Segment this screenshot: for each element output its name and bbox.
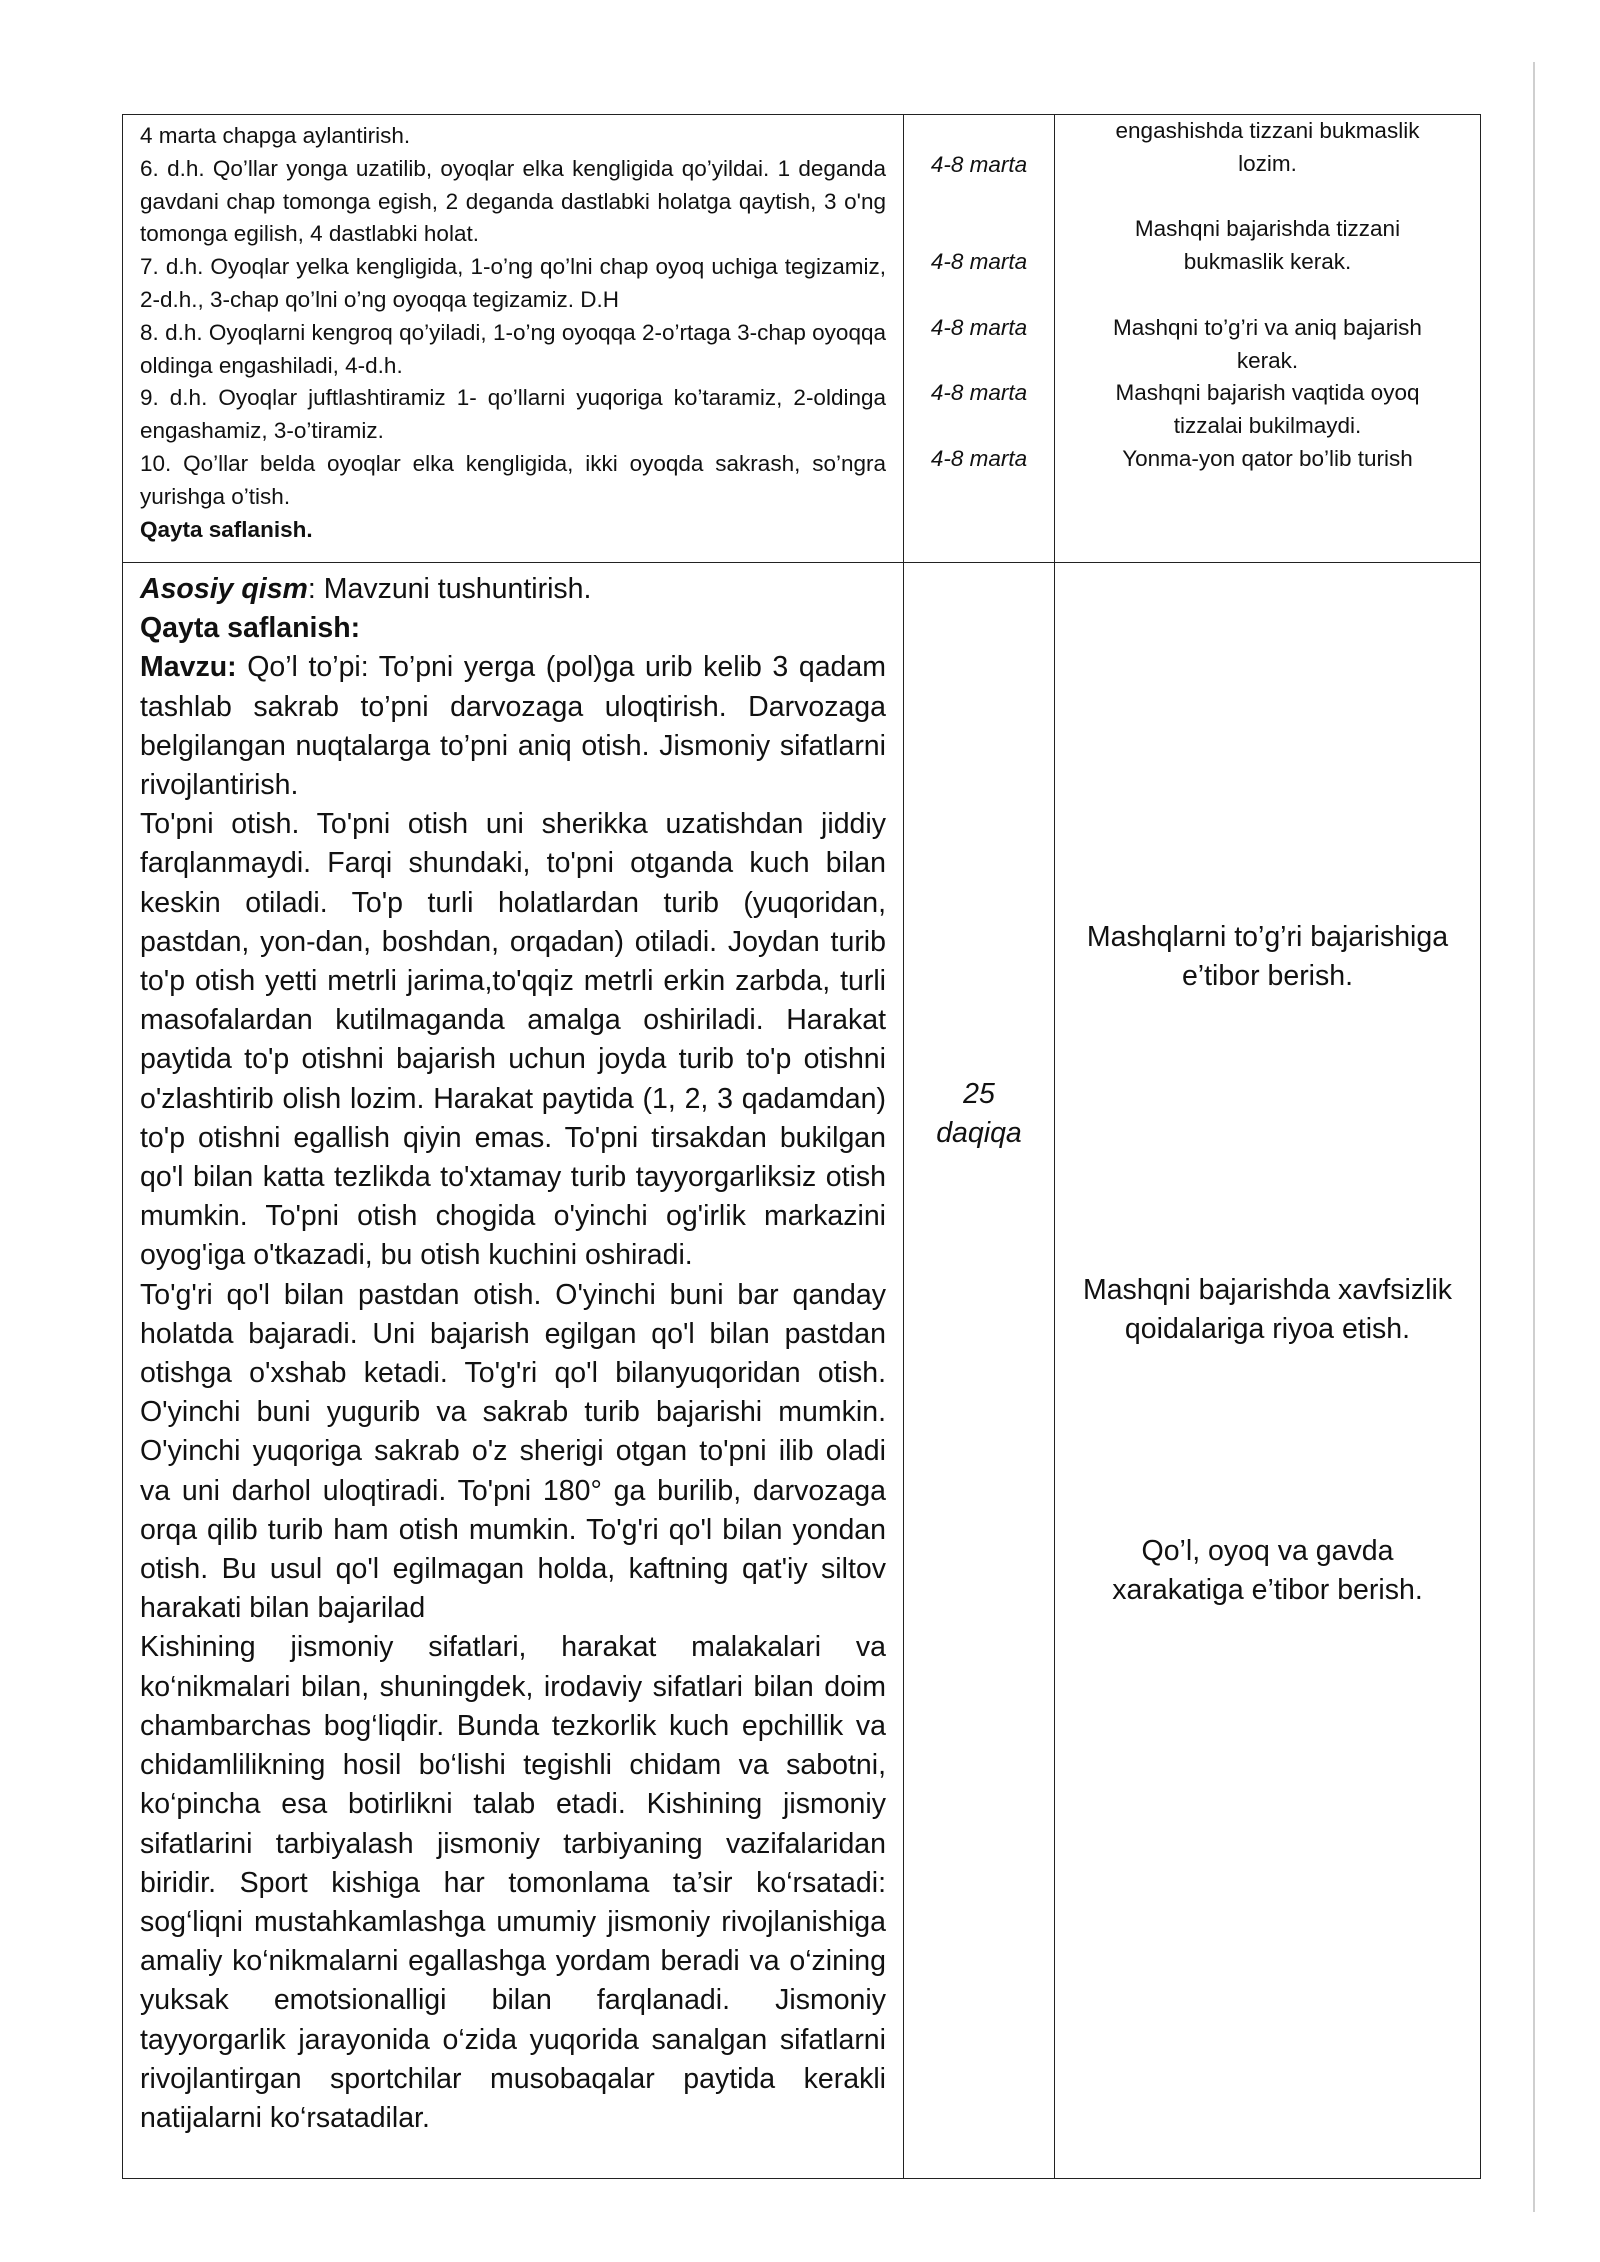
exercise-line: 7. d.h. Oyoqlar yelka kengligida, 1-o’ng qo’lni chap oyoq uchiga tegizamiz, 2-d.h., 3-chap qo’lni o’ng oyoqqa tegizamiz. D.H: [140, 254, 886, 312]
exercise-line: 6. d.h. Qo’llar yonga uzatilib, oyoqlar elka kengligida qo’yildai. 1 deganda gavdani chap tomonga egish, 2 deganda dastlabki holatga qaytish, 3 o'ng tomonga egilish, 4 dastlabki holat.: [140, 155, 886, 247]
lesson-plan-table: [122, 114, 1481, 2179]
note-text: Mashqlarni to’g’ri bajarishiga e’tibor berish.: [1086, 921, 1449, 993]
note-text: Mashqni bajarish vaqtida oyoq tizzalai bukilmaydi.: [1115, 380, 1420, 438]
note-text: Qo’l, oyoq va gavda xarakatiga e’tibor berish.: [1112, 1535, 1423, 1607]
dosage-value: 4-8 marta: [930, 315, 1028, 340]
page-edge-line: [1533, 62, 1535, 2212]
duration-value: 25: [963, 1078, 995, 1110]
duration-unit: daqiqa: [936, 1117, 1022, 1149]
content-paragraph: To'pni otish. To'pni otish uni sherikka uzatishdan jiddiy farqlanmaydi. Farqi shundaki, to'pni otganda kuch bilan keskin otiladi. To'p turli holatlardan turib (yuqoridan, pastdan, yon-dan, boshdan, orqadan) otiladi. Joydan turib to'p otish yetti metrli jarima,to'qqiz metrli erkin zarbda, turli masofalardan kutilmaganda amalga oshiriladi. Harakat paytida to'p otishni bajarish uchun joyda turib to'p otishni o'zlashtirib olish lozim. Harakat paytida (1, 2, 3 qadamdan) to'p otishni egallish qiyin emas. To'pni tirsakdan bukilgan qo'l bilan katta tezlikda to'xtamay turib tayyorgarliksiz otish mumkin. To'pni otish chogida o'yinchi og'irlik markazini oyog'iga o'tkazadi, bu otish kuchini oshiradi.: [140, 808, 886, 1272]
topic-text: Qo’l to’pi: To’pni yerga (pol)ga urib kelib 3 qadam tashlab sakrab to’pni darvozaga uloqtirish. Darvozaga belgilangan nuqtalarga to’pni aniq otish. Jismoniy sifatlarni rivojlantirish.: [140, 651, 886, 802]
dosage-value: 4-8 marta: [930, 446, 1028, 471]
note-text: Mashqni bajarishda xavfsizlik qoidalariga riyoa etish.: [1082, 1274, 1453, 1346]
content-paragraph: To'g'ri qo'l bilan pastdan otish. O'yinchi buni bar qanday holatda bajaradi. Uni bajarish egilgan qo'l bilan pastdan otishga o'xshab ketadi. To'g'ri qo'l bilanyuqoridan otish. O'yinchi buni yugurib va sakrab turib bajarishi mumkin. O'yinchi yuqoriga sakrab o'z sherigi otgan to'pni ilib oladi va uni darhol uloqtiradi. To'pni 180° ga burilib, darvozaga orqa qilib turib ham otish mumkin. To'g'ri qo'l bilan yondan otish. Bu usul qo'l egilmagan holda, kaftning qat'iy siltov harakati bilan bajarilad: [140, 1278, 886, 1625]
dosage-cell: [904, 115, 1055, 563]
notes-cell: [1055, 115, 1481, 563]
lesson-content-cell: [123, 563, 904, 2179]
duration-cell: [904, 563, 1055, 2179]
exercise-line: 9. d.h. Oyoqlar juftlashtiramiz 1- qo’llarni yuqoriga ko’taramiz, 2-oldinga engashamiz, 3-o’tiramiz.: [140, 385, 886, 444]
note-text: Yonma-yon qator bo’lib turish: [1122, 446, 1413, 471]
regroup-heading: Qayta saflanish:: [140, 612, 361, 645]
content-paragraph: Kishining jismoniy sifatlari, harakat malakalari va ko‘nikmalari bilan, shuningdek, irodaviy sifatlari bilan doim chambarchas bog‘liqdir. Bunda tezkorlik kuch epchillik va chidamlilikning hosil bo‘lishi tegishli chidam va sabotni, ko‘pincha esa botirlikni talab etadi. Kishining jismoniy sifatlarini tarbiyalash jismoniy tarbiyaning vazifalaridan biridir. Sport kishiga har tomonlama ta’sir ko‘rsatadi: sog‘liqni mustahkamlashga umumiy jismoniy rivojlanishiga amaliy ko‘nikmalarni egallashga yordam beradi va o‘zining yuksak emotsionalligi bilan farqlanadi. Jismoniy tayyorgarlik jarayonida o‘zida yuqorida sanalgan sifatlarni rivojlantirgan sportchilar musobaqalar paytida kerakli natijalarni ko‘rsatadilar.: [140, 1631, 886, 2134]
dosage-value: 4-8 marta: [930, 380, 1028, 405]
table-row-warmup: [123, 115, 1481, 563]
section-text: : Mavzuni tushuntirish.: [307, 573, 592, 605]
regroup-label: Qayta saflanish.: [140, 516, 313, 542]
table-row-main-part: [123, 563, 1481, 2179]
note-text: engashishda tizzani bukmaslik lozim.: [1115, 118, 1420, 176]
note-text: Mashqni to’g’ri va aniq bajarish kerak.: [1113, 315, 1422, 373]
section-label: Asosiy qism: [140, 573, 308, 605]
exercise-line: 8. d.h. Oyoqlarni kengroq qo’yiladi, 1-o’ng oyoqqa 2-o’rtaga 3-chap oyoqqa oldinga engashiladi, 4-d.h.: [140, 319, 886, 378]
notes-cell-main: [1055, 563, 1481, 2179]
dosage-value: 4-8 marta: [930, 152, 1028, 177]
exercise-line: 4 marta chapga aylantirish.: [140, 123, 411, 148]
exercise-line: 10. Qo’llar belda oyoqlar elka kengligida, ikki oyoqda sakrash, so’ngra yurishga o’tish.: [140, 450, 886, 509]
note-text: Mashqni bajarishda tizzani bukmaslik kerak.: [1134, 216, 1401, 274]
exercise-cell: [123, 115, 904, 563]
dosage-value: 4-8 marta: [930, 249, 1028, 274]
topic-label: Mavzu:: [140, 651, 237, 684]
